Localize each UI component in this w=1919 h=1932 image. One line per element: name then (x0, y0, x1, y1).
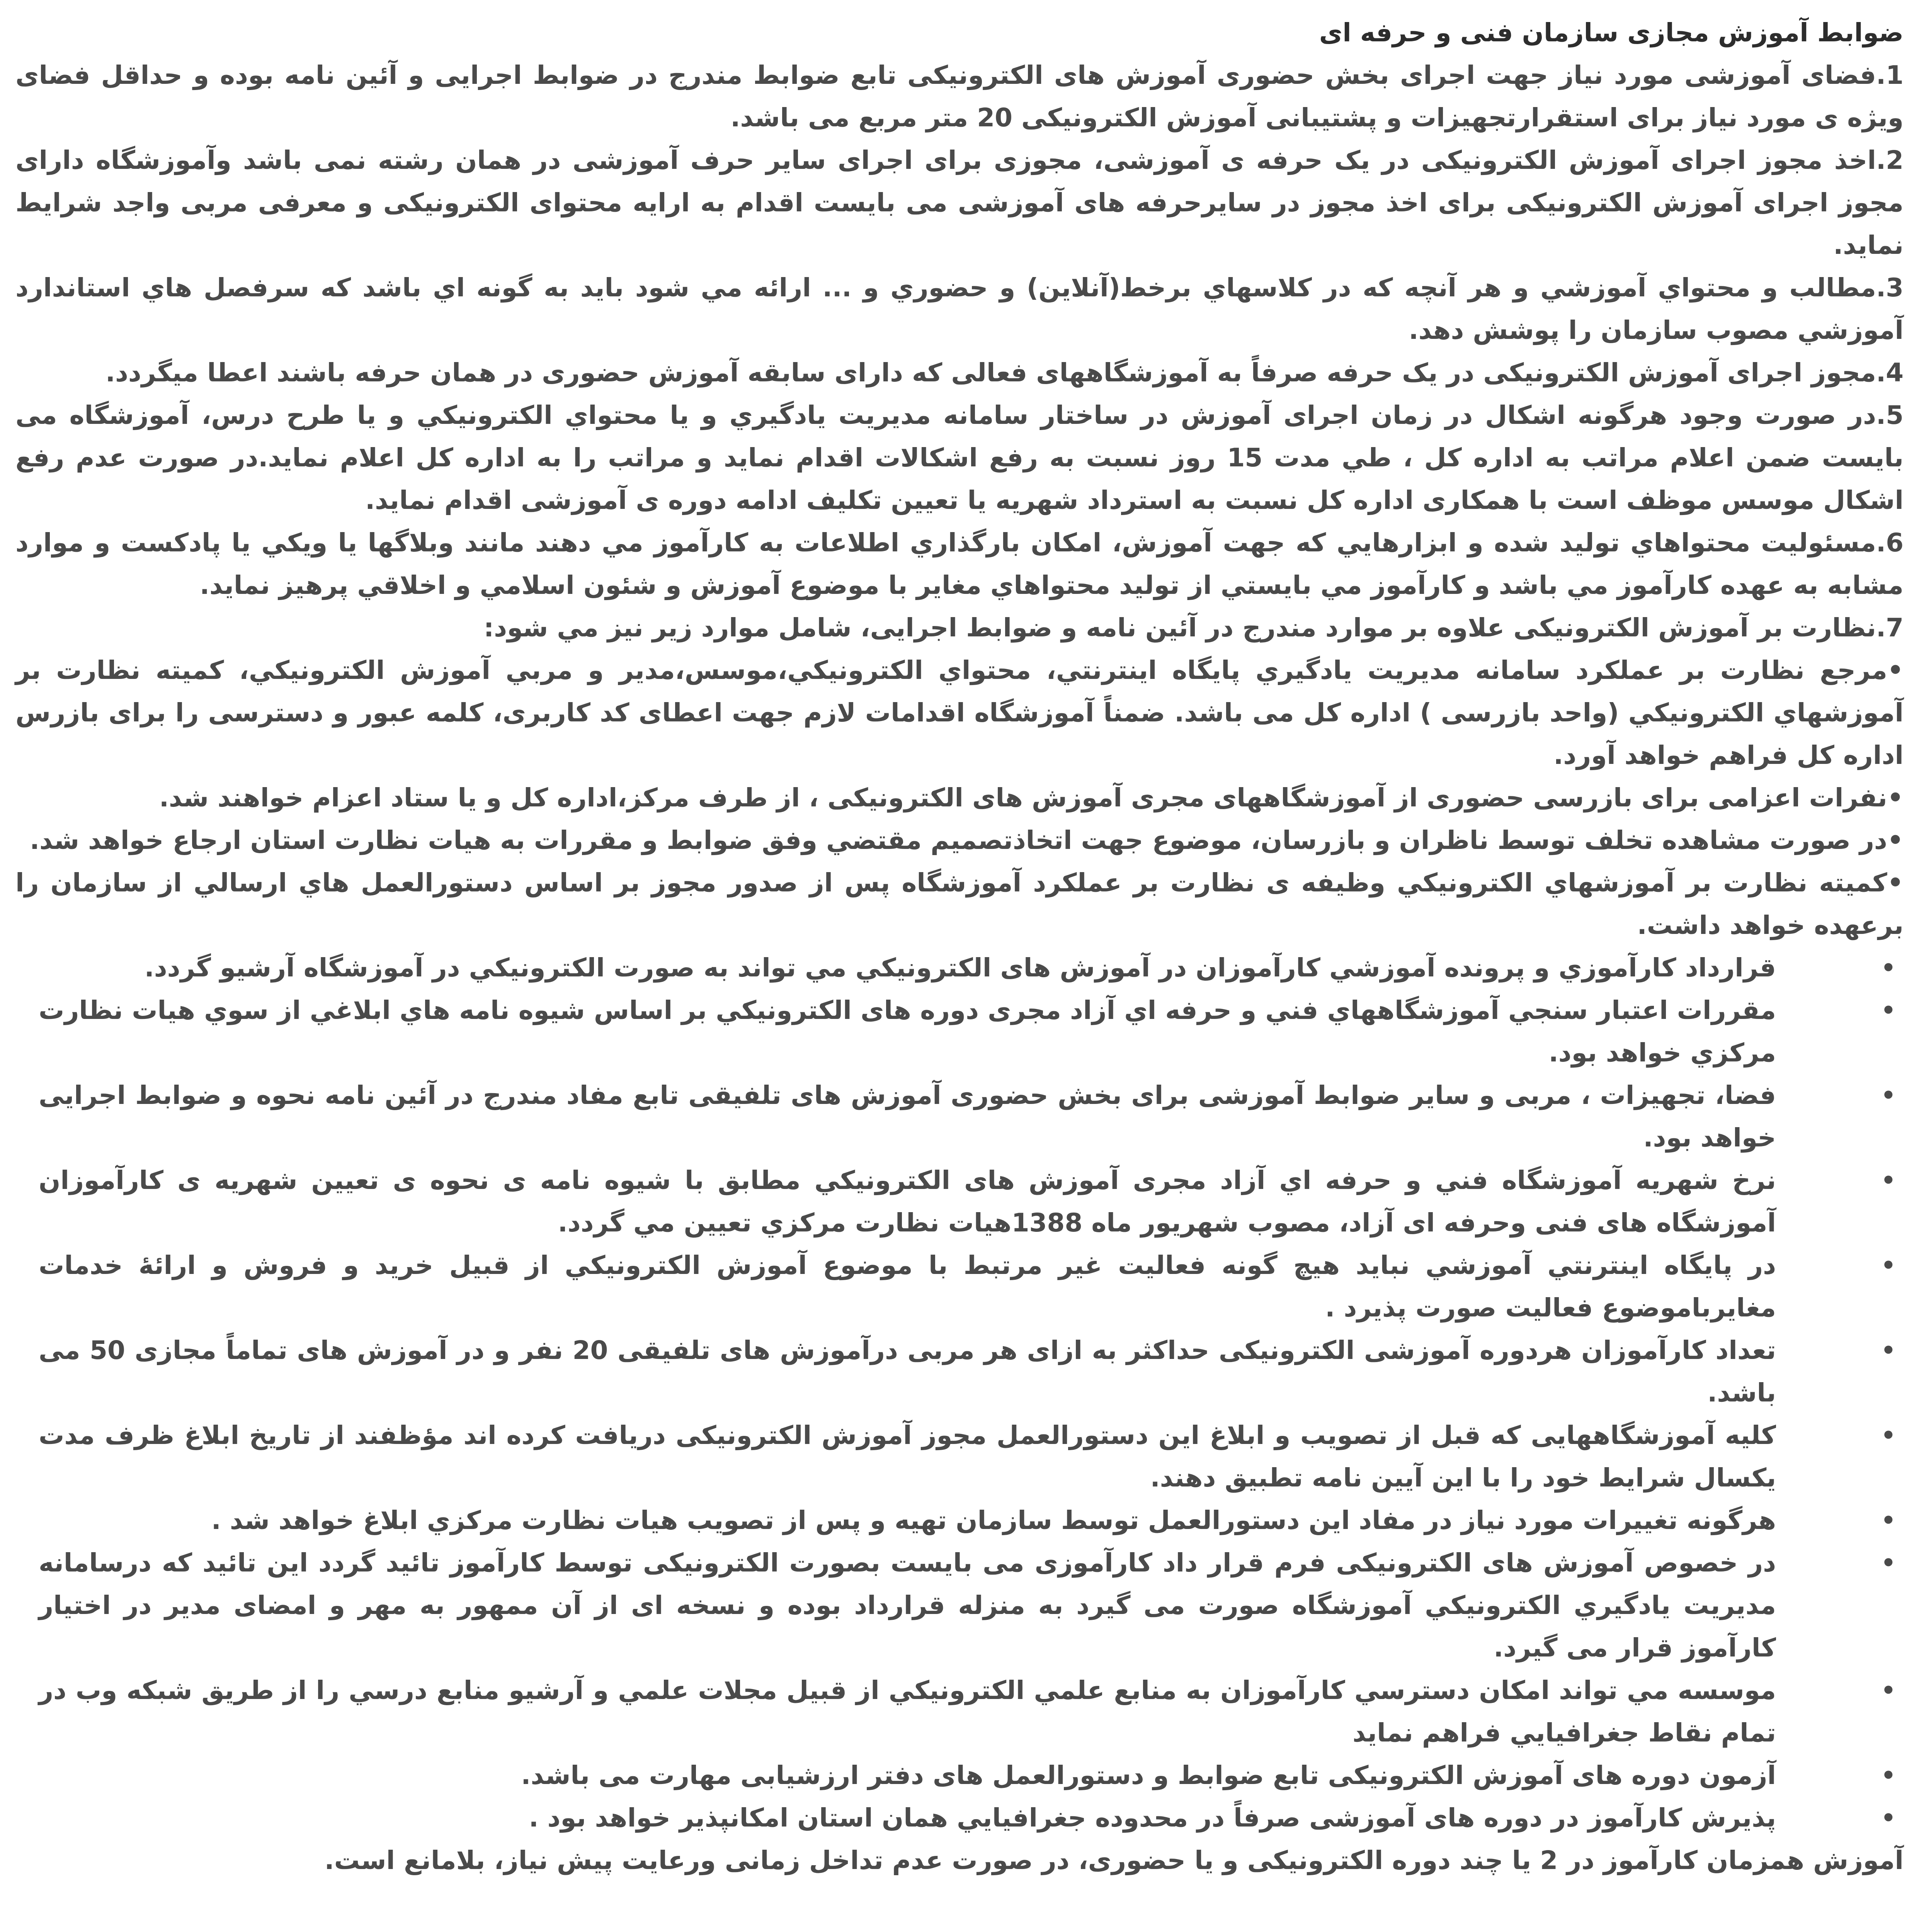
bullet-item-8: • هرگونه تغییرات مورد نیاز در مفاد این دستورالعمل توسط سازمان تهیه و پس از تصویب هيات نظارت مركزي ابلاغ خواهد شد . (39, 1499, 1776, 1542)
clause-3: 3.مطالب و محتواي آموزشي و هر آنچه که در كلاسهاي برخط(آنلاين) و حضوري و ... ارائه مي شود بايد به گونه اي باشد كه سرفصل هاي استاندارد آموزشي مصوب سازمان را پوشش دهد. (15, 273, 1904, 345)
bullet-dot: • (1881, 1762, 1896, 1789)
clause-2: 2.اخذ مجوز اجرای آموزش الکترونیکی در یک حرفه ی آموزشی، مجوزی برای اجرای سایر حرف آموزشی در همان رشته نمی باشد وآموزشگاه دارای مجوز اجرای آموزش الکترونیکی برای اخذ مجوز در سایرحرفه های آموزشی می بایست اقدام به ارایه محتوای الکترونیکی و معرفی مربی واجد شرایط نماید. (15, 145, 1904, 260)
document-title: ضوابط آموزش مجازی سازمان فنی و حرفه ای (1319, 18, 1904, 48)
clause-1: 1.فضای آموزشی مورد نیاز جهت اجرای بخش حضوری آموزش های الکترونیکی تابع ضوابط مندرج در ضوابط اجرایی و آئین نامه بوده و حداقل فضای ویژه ی مورد نیاز برای استقرارتجهیزات و پشتیبانی آموزش الکترونیکی 20 متر مربع می باشد. (15, 60, 1904, 133)
bullet-item-1: • قرارداد كارآموزي و پرونده آموزشي كارآموزان در آموزش های الكترونيكي مي تواند به صورت الكترونيكي در آموزشگاه آرشيو گردد. (39, 947, 1776, 989)
supervision-item-1: •مرجع نظارت بر عملكرد سامانه مديريت يادگيري پايگاه اينترنتي، محتواي الكترونيكي،موسس،مدير و مربي آموزش الكترونيكي، كميته نظارت بر آموزشهاي الكترونيكي (واحد بازرسی ) اداره كل می باشد. ضمناً آموزشگاه اقدامات لازم جهت اعطای کد کاربری، کلمه عبور و دسترسی را برای بازرس اداره کل فراهم خواهد آورد. (15, 655, 1904, 770)
bullet-item-3: • فضا، تجهیزات ، مربی و سایر ضوابط آموزشی برای بخش حضوری آموزش های تلفیقی تابع مفاد مندرج در آئین نامه نحوه و ضوابط اجرایی خواهد بود. (39, 1074, 1776, 1159)
bullet-item-9: • در خصوص آموزش های الکترونیکی فرم قرار داد کارآموزی می بایست بصورت الکترونیکی توسط کارآموز تائید گردد این تائید که درسامانه مديريت يادگيري الكترونيكي آموزشگاه صورت می گیرد به منزله قرارداد بوده و نسخه ای از آن ممهور به مهر و امضای مدیر در اختیار کارآموز قرار می گیرد. (39, 1542, 1776, 1669)
supervision-item-3: •در صورت مشاهده تخلف توسط ناظران و بازرسان، موضوع جهت اتخاذتصميم مقتضي وفق ضوابط و مقررات به هيات نظارت استان ارجاع خواهد شد. (29, 825, 1904, 855)
clause-7: 7.نظارت بر آموزش الکترونیکی علاوه بر موارد مندرج در آئین نامه و ضوابط اجرایی، شامل موارد زير نيز مي شود: (483, 613, 1904, 643)
closing-paragraph: آموزش همزمان کارآموز در 2 یا چند دوره الکترونیکی و یا حضوری، در صورت عدم تداخل زمانی ورعایت پیش نیاز، بلامانع است. (324, 1845, 1904, 1875)
bullet-list (15, 947, 1904, 1839)
bullet-dot: • (1881, 1337, 1896, 1364)
clause-4: 4.مجوز اجرای آموزش الکترونیکی در یک حرفه صرفاً به آموزشگاههای فعالی که دارای سابقه آموزش حضوری در همان حرفه باشند اعطا میگردد. (105, 358, 1904, 388)
bullet-dot: • (1881, 1507, 1896, 1534)
bullet-item-10: • موسسه مي تواند امکان دسترسي كارآموزان به منابع علمي الكترونيكي از قبيل مجلات علمي و آرشيو منابع درسي را از طريق شبكه وب در تمام نقاط جغرافيايي فراهم نمايد (39, 1669, 1776, 1754)
supervision-item-4: •كميته نظارت بر آموزشهاي الكترونيكي وظيفه ی نظارت بر عملكرد آموزشگاه پس از صدور مجوز بر اساس دستورالعمل هاي ارسالي از سازمان را برعهده خواهد داشت. (15, 868, 1904, 940)
bullet-item-7: • کلیه آموزشگاههایی که قبل از تصویب و ابلاغ این دستورالعمل مجوز آموزش الکترونیکی دریافت کرده اند مؤظفند از تاریخ ابلاغ ظرف مدت یکسال شرایط خود را با این آیین نامه تطبیق دهند. (39, 1414, 1776, 1499)
bullet-dot: • (1881, 1549, 1896, 1577)
supervision-item-2: •نفرات اعزامی برای بازرسی حضوری از آموزشگاههای مجری آموزش های الکترونیکی ، از طرف مرکز،اداره کل و یا ستاد اعزام خواهند شد. (159, 783, 1904, 813)
bullet-item-6: • تعداد کارآموزان هردوره آموزشی الکترونیکی حداکثر به ازای هر مربی درآموزش های تلفیقی 20 نفر و در آموزش های تماماً مجازی 50 می باشد. (39, 1329, 1776, 1414)
bullet-dot: • (1881, 997, 1896, 1024)
bullet-item-4: • نرخ شهريه آموزشگاه فني و حرفه اي آزاد مجری آموزش های الكترونيكي مطابق با شيوه نامه ی نحوه ی تعيين شهريه ی کارآموزان آموزشگاه های فنی وحرفه ای آزاد، مصوب شهریور ماه 1388هيات نظارت مركزي تعيين مي گردد. (39, 1159, 1776, 1244)
clause-6: 6.مسئوليت محتواهاي توليد شده و ابزارهايي كه جهت آموزش، امكان بارگذاري اطلاعات به كارآموز مي دهند مانند وبلاگها يا ويكي يا پادكست و موارد مشابه به عهده كارآموز مي باشد و كارآموز مي بايستي از توليد محتواهاي مغاير با موضوع آموزش و شئون اسلامي و اخلاقي پرهيز نمايد. (15, 528, 1904, 600)
bullet-dot: • (1881, 954, 1896, 981)
bullet-item-2: • مقررات اعتبار سنجي آموزشگاههاي فني و حرفه اي آزاد مجری دوره های الكترونيكي بر اساس شيوه نامه هاي ابلاغي از سوي هيات نظارت مركزي خواهد بود. (39, 989, 1776, 1074)
clause-5: 5.در صورت وجود هرگونه اشکال در زمان اجرای آموزش در ساختار سامانه مديريت يادگيري و يا محتواي الكترونيكي و يا طرح درس، آموزشگاه می بایست ضمن اعلام مراتب به اداره کل ، طي مدت 15 روز نسبت به رفع اشكالات اقدام نماید و مراتب را به اداره کل اعلام نماید.در صورت عدم رفع اشکال موسس موظف است با همکاری اداره کل نسبت به استرداد شهریه یا تعیین تکلیف ادامه دوره ی آموزشی اقدام نماید. (15, 400, 1904, 515)
bullet-item-5: • در پايگاه اينترنتي آموزشي نبايد هيچ گونه فعاليت غير مرتبط با موضوع آموزش الكترونيكي از قبيل خريد و فروش و ارائۀ خدمات مغايرباموضوع فعالیت صورت پذیرد . (39, 1244, 1776, 1329)
numbered-clauses (15, 54, 1904, 947)
bullet-dot: • (1881, 1677, 1896, 1704)
bullet-item-12: • پذيرش كارآموز در دوره های آموزشی صرفاً در محدوده جغرافيايي همان استان امكانپذير خواهد بود . (39, 1797, 1776, 1839)
bullet-dot: • (1881, 1804, 1896, 1832)
bullet-item-11: • آزمون دوره های آموزش الکترونیکی تابع ضوابط و دستورالعمل های دفتر ارزشیابی مهارت می باشد. (39, 1754, 1776, 1797)
bullet-dot: • (1881, 1422, 1896, 1449)
bullet-dot: • (1881, 1167, 1896, 1194)
bullet-dot: • (1881, 1252, 1896, 1279)
bullet-dot: • (1881, 1082, 1896, 1109)
